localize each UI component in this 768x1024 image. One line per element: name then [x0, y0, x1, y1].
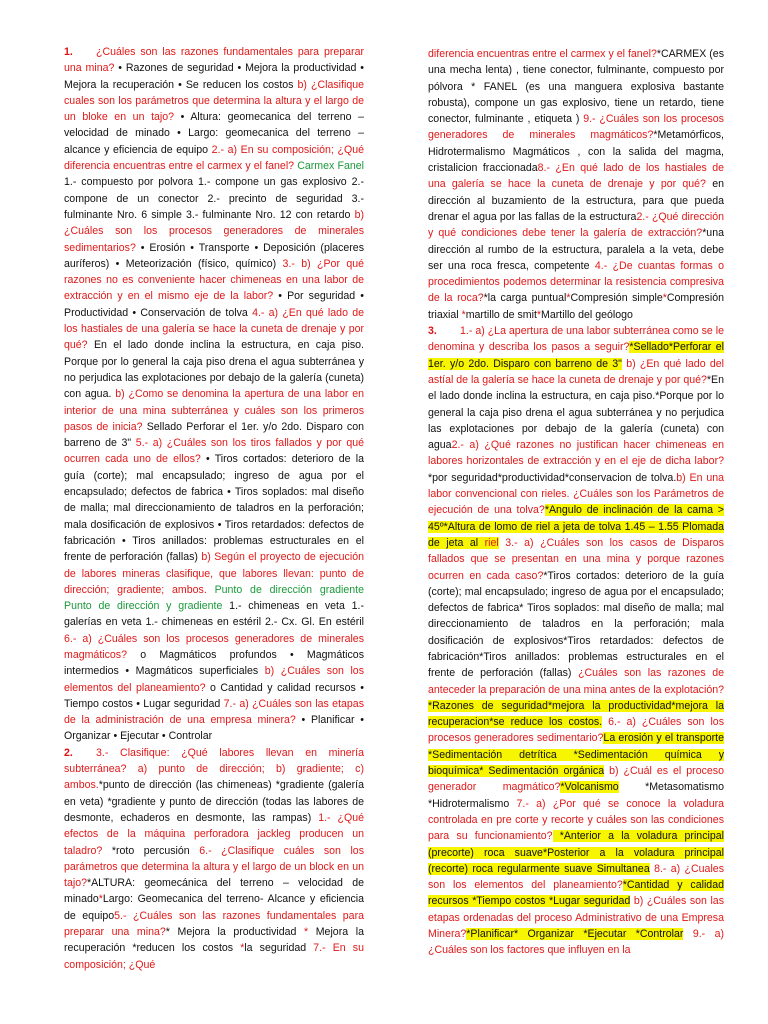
highlighted-answer: *Razones de seguridad*mejora la productividad*mejora la recuperacion*se reduce los costos. [428, 699, 724, 729]
answer-text: * Mejora la productividad [165, 926, 304, 939]
answer-text: 1.- compuesto por polvora 1.- compone un gas explosivo 2.- compone de un conector 2.- precinto de seguridad 3.- fulminante Nro. 6 simple 3.- fulminante Nro. 12 con retardo [64, 176, 364, 221]
answer-text: *En el lado donde inclina la estructura, en caja piso.*Porque por lo general la caja piso drena el agua subterránea y no perjudica las explotaciones por debajo de la galería (cuneta) con agua [428, 373, 724, 452]
highlighted-answer: *Volcanismo [560, 781, 619, 794]
question-text: 6.- a) ¿Cuáles son los procesos generadores sedimentario? [428, 716, 724, 745]
answer-text: *CARMEX (es una mecha lenta) , tiene conector, fulminante, compuesto por pólvora * FANEL (es una manguera explosiva bastante robusta), compone un gas explosivo, tiene un retardo, tiene conector, fulminante , etiqueta ) [428, 48, 725, 126]
list-number: 2. [64, 746, 73, 759]
question-text: 8.- a) ¿Cuales son los elementos del planeamiento? [428, 862, 724, 892]
answer-text: • Altura: geomecanica del terreno – velocidad de minado • Largo: geomecanica del terreno – alcance y eficiencia de equipo [64, 111, 364, 156]
answer-text: • Tiros cortados: deterioro de la guía (corte); mal encapsulado; ingreso de agua por el encapsulado; defectos de fabrica • Tiros soplados: mal diseño de malla; mal direccionamiento de taladros en la perforación; mala dosificación de explosivos • Tiros retardados: defectos de fabricación • Tiros anillados: problemas estructurales en el frente de perforación (fallas) [64, 453, 365, 564]
question-text: 5.- a) ¿Cuáles son los tiros fallados y por qué ocurren cada uno de ellos? [64, 437, 364, 466]
highlighted-answer: *Angulo de inclinación de la cama > 45º*Altura de lomo de riel a jeta de tolva 1.45 – 1.55 Plomada de jeta al [428, 504, 724, 549]
question-text: b) ¿Cuáles son los elementos del planeamiento? [64, 665, 364, 694]
question-text: 9.- ¿Cuáles son los procesos generadores de minerales magmáticos? [428, 113, 724, 142]
answer-text: *punto de dirección (las chimeneas) *gradiente (galería en veta) *gradiente y punto de dirección (todas las labores de desmonte, echaderos en desmonte, las rampas) [64, 779, 364, 824]
highlighted-answer: *Sellado*Perforar el 1er. y/o 2do. Disparo con barreno de 3" [428, 341, 724, 370]
question-text: 3.- b) ¿Por qué razones no es conveniente hacer chimeneas en una labor de extracción y en el mismo eje de la labor? [64, 257, 364, 303]
question-text: 2.- ¿Qué dirección y qué condiciones debe tener la galería de extracción? [428, 210, 725, 240]
answer-text: • Razones de seguridad • Mejora la productividad • Mejora la recuperación • Se reducen los costos [64, 62, 364, 91]
answer-text: *ALTURA: geomecánica del terreno – velocidad de minado [64, 877, 364, 906]
question-text: 6.- ¿Clasifique cuáles son los parámetros que determina la altura y el largo de un block en un tajo? [64, 844, 364, 890]
answer-text: Compresión triaxial [428, 292, 724, 321]
answer-text: Sellado Perforar el 1er. y/o 2do. Disparo con barreno de 3" [64, 420, 364, 450]
question-text: * [461, 308, 466, 321]
question-text: * [662, 292, 667, 305]
question-text: ¿Cuáles son las razones fundamentales para preparar una mina? [64, 46, 364, 75]
question-text: b) ¿Cuál es el proceso generador magmático? [428, 765, 724, 794]
question-text: 3.- Clasifique: ¿Qué labores llevan en minería subterránea? a) punto de dirección; b) gradiente; c) ambos. [64, 746, 364, 792]
answer-text: 1.- chimeneas en veta 1.- galerías en veta 1.- chimeneas en estéril 2.- Cx. Gl. En estéril [64, 600, 364, 629]
answer-text: Mejora la recuperación *reducen los costos [64, 926, 364, 955]
answer-text: o Magmáticos profundos • Magmáticos intermedios • Magmáticos superficiales [64, 648, 364, 678]
answer-text: en dirección al buzamiento de la estructura, para que pueda drenar el agua por las fallas de la estructura [428, 178, 724, 223]
answer-text: *Metasomatismo *Hidrotermalismo [428, 781, 724, 810]
highlighted-answer: *Cantidad y calidad recursos [428, 879, 724, 908]
question-text: 4.- ¿De cuantas formas o procedimientos podemos determinar la resistencia compresiva de la roca? [428, 259, 724, 305]
question-text: diferencia encuentras entre el carmex y el fanel? [428, 48, 657, 60]
answer-text: *la carga puntual [483, 292, 567, 305]
answer-text: *una dirección al rumbo de la estructura, paralela a la veta, debe ser una roca fresca, competente [428, 227, 724, 272]
highlighted-answer: *Anterior a la voladura principal (precorte) roca suave*Posterior a la voladura principal (recorte) roca regularmente suave Simultanea [428, 830, 724, 875]
list-number: 3. [428, 325, 437, 338]
question-text: b) ¿Cuáles son los procesos generadores de minerales sedimentarios? [64, 208, 364, 254]
answer-text: *Tiros cortados: deterioro de la guía (corte); mal encapsulado; ingreso de agua por el encapsulado; defectos de fabrica* Tiros soplados: mal diseño de malla; mal direccionamiento de taladros en la perforación; mala dosificación de explosivos*Tiros retardados: defectos de fabricación*Tiros anillados: problemas estructurales en el frente de perforación (fallas) [428, 569, 724, 680]
question-text: * [536, 308, 542, 321]
question-text: riel [484, 536, 499, 549]
question-text: * [98, 893, 103, 906]
numbered-block [428, 323, 724, 959]
highlighted-answer: La erosión y el transporte *Sedimentación detrítica *Sedimentación química y bioquímica* Sedimentación orgánica [428, 732, 724, 778]
left-column [64, 44, 364, 973]
answer-text: la seguridad [244, 942, 314, 955]
question-text: 6.- a) ¿Cuáles son los procesos generadores de minerales magmáticos? [64, 632, 364, 661]
question-text: 7.- a) ¿Cuáles son las etapas de la administración de una empresa minera? [64, 697, 364, 727]
answer-text: *Metamórficos, Hidrotermalismo Magmáticos , con la salida del magma, cristalicion fraccionada [428, 129, 724, 175]
answer-text: En el lado donde inclina la estructura, en caja piso. Porque por lo general la caja piso drena el agua subterránea y no perjudica las explotaciones por debajo de la galería (cuneta) con agua. [64, 339, 364, 401]
answer-text: Largo: Geomecanica del terreno- Alcance y eficiencia de equipo [64, 893, 364, 922]
right-column [428, 46, 724, 959]
question-text: b) ¿Clasifique cuales son los parámetros que determina la altura y el largo de un bloke en un tajo? [64, 78, 364, 124]
list-number: 1. [64, 46, 73, 58]
question-text: 8.- ¿En qué lado de los hastiales de una galería se hace la cuneta de drenaje y por qué? [428, 162, 724, 191]
question-text: 1.- a) ¿La apertura de una labor subterránea como se le denomina y describa los pasos a seguir? [428, 325, 724, 354]
question-text: ¿Cuáles son las razones de anteceder la preparación de una mina antes de la explotación? [428, 667, 724, 696]
question-text: 9.- a) ¿Cuáles son los factores que influyen en la [428, 928, 725, 957]
numbered-block [64, 44, 364, 745]
answer-text: o Cantidad y calidad recursos • Tiempo costos • Lugar seguridad [64, 681, 364, 710]
highlighted-answer: *Planificar* Organizar *Ejecutar *Controlar [466, 928, 684, 941]
answer-text: *roto percusión [111, 844, 200, 857]
answer-text: *por seguridad*productividad*conservacion de tolva. [428, 471, 677, 484]
numbered-block [64, 745, 364, 973]
question-text: 7.- En su composición; ¿Qué [64, 942, 364, 971]
question-text: 2.- a) ¿Qué razones no justifican hacer chimeneas en labores horizontales de extracción y en el eje de dicha labor? [428, 439, 724, 468]
answer-text: • Planificar • Organizar • Ejecutar • Controlar [64, 714, 364, 743]
answer-text: martillo de smit [465, 308, 537, 321]
question-text: * [566, 292, 571, 305]
question-text: 7.- a) ¿Por qué se conoce la voladura controlada en pre corte y recorte y cuáles son las condiciones para su funcionamiento? [428, 797, 725, 843]
question-text: b) ¿En qué lado del astíal de la galería se hace la cuneta de drenaje y por qué? [428, 357, 725, 386]
green-label: Punto de dirección gradiente Punto de dirección y gradiente [64, 583, 364, 613]
highlighted-answer: *Tiempo costos *Lugar seguridad [472, 895, 631, 908]
question-text: * [304, 926, 316, 939]
answer-text: • Por seguridad • Productividad • Conservación de tolva [64, 290, 365, 319]
question-text: b) En una labor convencional con rieles. ¿Cuáles son los Parámetros de ejecución de una tolva? [428, 471, 724, 517]
numbered-block [428, 46, 724, 323]
question-text: * [240, 942, 245, 955]
answer-text: Martillo del geólogo [541, 308, 633, 321]
question-text: 1.- ¿Qué efectos de la máquina perforadora jackleg producen un taladro? [64, 811, 364, 857]
question-text: 2.- a) En su composición; ¿Qué diferencia encuentras entre el carmex y el fanel? [64, 143, 364, 173]
question-text: b) ¿Cuáles son las etapas ordenadas del proceso Administrativo de una Empresa Minera? [428, 895, 724, 941]
question-text: 5.- ¿Cuáles son las razones fundamentales para preparar una mina? [64, 909, 364, 939]
question-text: b) ¿Como se denomina la apertura de una labor en interior de una mina subterránea y cuáles son los primeros pasos de inicia? [64, 388, 364, 433]
question-text: b) Según el proyecto de ejecución de labores mineras clasifique, que labores llevan: punto de dirección; gradiente; ambos. [64, 551, 364, 596]
question-text: 4.- a) ¿En qué lado de los hastiales de una galería se hace la cuneta de drenaje y por qué? [64, 306, 364, 352]
question-text: 3.- a) ¿Cuáles son los casos de Disparos fallados que se presentan en una mina y porque razones ocurren en cada caso? [428, 536, 724, 582]
green-label: Carmex Fanel [297, 160, 364, 173]
answer-text: • Erosión • Transporte • Deposición (placeres auríferos) • Meteorización (físico, químico) [64, 241, 364, 270]
answer-text: Compresión simple [570, 292, 663, 305]
